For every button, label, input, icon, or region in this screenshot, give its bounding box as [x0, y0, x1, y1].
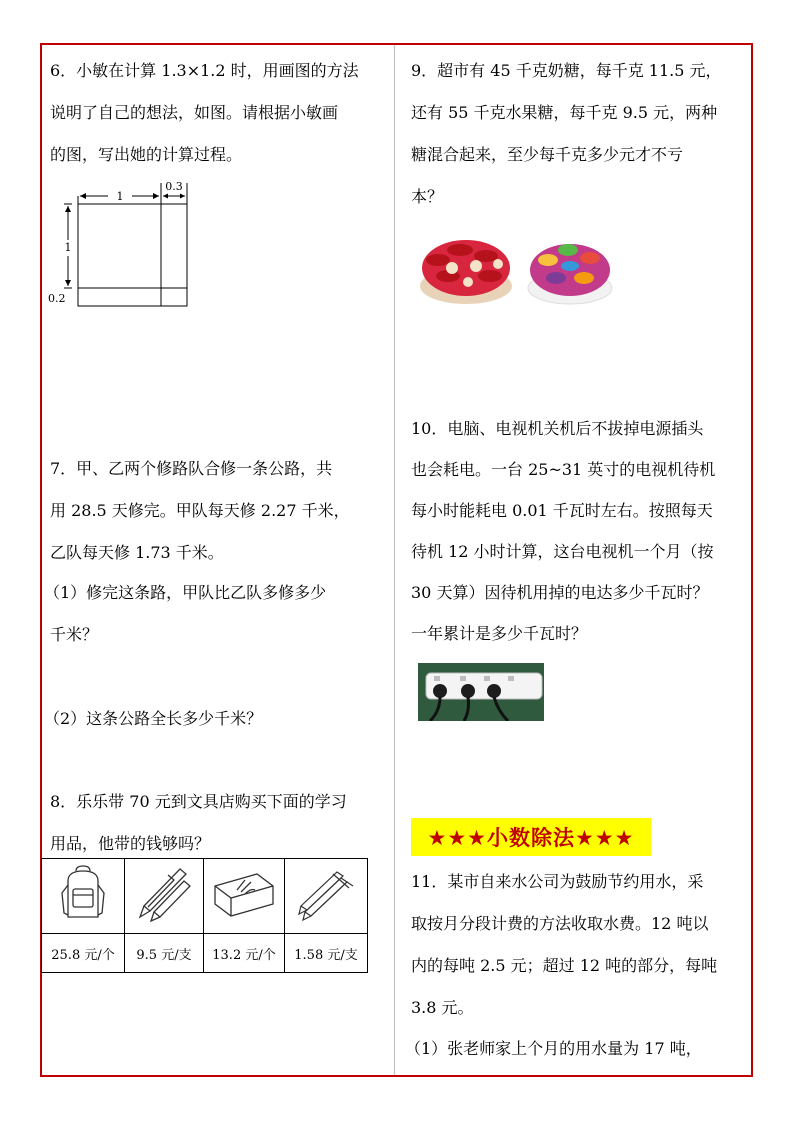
backpack-icon	[58, 865, 108, 923]
area-diagram	[44, 178, 204, 310]
supplies-price-row	[42, 934, 368, 973]
q7-2-line: （2）这条公路全长多少千米？	[44, 709, 263, 728]
supply-price: 9.5 元/支	[125, 934, 204, 973]
q10-line-1: 10．电脑、电视机关机后不拔掉电源插头	[411, 419, 704, 438]
supplies-table	[41, 858, 368, 973]
q9-line-1: 9．超市有 45 千克奶糖，每千克 11.5 元，	[411, 61, 722, 80]
diagram-label-top-03: 0.3	[165, 180, 183, 193]
supply-cell-pencil-box	[204, 859, 285, 934]
q10-line-3: 每小时能耗电 0.01 千瓦时左右。按照每天	[411, 501, 713, 520]
q9-line-3: 糖混合起来，至少每千克多少元才不亏	[411, 145, 684, 164]
q10-line-2: 也会耗电。一台 25~31 英寸的电视机待机	[411, 460, 716, 479]
q7-line-1: 7．甲、乙两个修路队合修一条公路，共	[50, 459, 333, 478]
power-strip-photo	[418, 663, 544, 721]
q11-line-2: 取按月分段计费的方法收取水费。12 吨以	[411, 914, 709, 933]
supply-price: 25.8 元/个	[42, 934, 125, 973]
q11-line-4: 3.8 元。	[411, 998, 474, 1017]
supply-cell-pencils	[285, 859, 368, 934]
diagram-label-left-1: 1	[64, 241, 72, 254]
diagram-label-left-02: 0.2	[48, 292, 66, 305]
q6-line-3: 的图，写出她的计算过程。	[50, 145, 243, 164]
q8-line-1: 8．乐乐带 70 元到文具店购买下面的学习	[50, 792, 347, 811]
q7-1-line-1: （1）修完这条路，甲队比乙队多修多少	[44, 583, 327, 602]
supply-cell-backpack	[42, 859, 125, 934]
pencil-box-icon	[211, 868, 277, 920]
candy-photo	[418, 226, 614, 310]
column-divider	[394, 45, 395, 1075]
pencils-icon	[297, 866, 355, 922]
q11-1-line: （1）张老师家上个月的用水量为 17 吨，	[405, 1039, 702, 1058]
pens-icon	[136, 865, 192, 923]
q11-line-1: 11．某市自来水公司为鼓励节约用水，采	[411, 872, 704, 891]
supply-price: 13.2 元/个	[204, 934, 285, 973]
q7-line-3: 乙队每天修 1.73 千米。	[50, 543, 224, 562]
q9-line-4: 本？	[411, 187, 444, 206]
q10-line-5: 30 天算）因待机用掉的电达多少千瓦时？	[411, 583, 709, 602]
q6-line-1: 6．小敏在计算 1.3×1.2 时，用画图的方法	[50, 61, 359, 80]
q10-line-4: 待机 12 小时计算，这台电视机一个月（按	[411, 542, 714, 561]
q10-line-6: 一年累计是多少千瓦时？	[411, 624, 588, 643]
section-heading-decimal-division: ★★★小数除法★★★	[411, 818, 651, 856]
q8-line-2: 用品，他带的钱够吗？	[50, 834, 211, 853]
supply-price: 1.58 元/支	[285, 934, 368, 973]
diagram-label-top-1: 1	[116, 190, 124, 203]
supplies-image-row	[42, 859, 368, 934]
q7-line-2: 用 28.5 天修完。甲队每天修 2.27 千米，	[50, 501, 350, 520]
supply-cell-pens	[125, 859, 204, 934]
q7-1-line-2: 千米？	[50, 625, 99, 644]
q11-line-3: 内的每吨 2.5 元；超过 12 吨的部分，每吨	[411, 956, 718, 975]
q6-line-2: 说明了自己的想法，如图。请根据小敏画	[50, 103, 339, 122]
q9-line-2: 还有 55 千克水果糖，每千克 9.5 元，两种	[411, 103, 718, 122]
